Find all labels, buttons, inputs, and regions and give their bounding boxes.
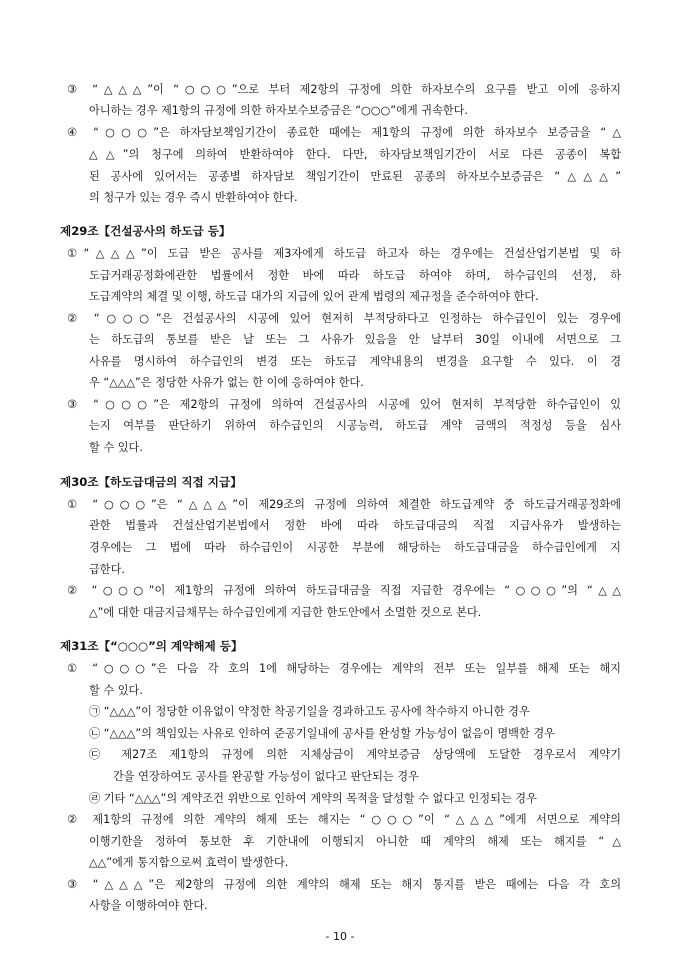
art31-item-3-line-2: 간을 연장하여도 공사를 완공할 가능성이 없다고 판단되는 경우	[113, 770, 419, 783]
art29-p1-line-1: ①“△△△”이 도급 받은 공사를 제3자에게 하도급 하고자 하는 경우에는 건설산업기본법 및 하	[67, 247, 621, 260]
para-3-line-2: 아니하는 경우 제1항의 규정에 의한 하자보수보증금은 “○○○”에게 귀속한다.	[89, 104, 469, 117]
art29-p2-line-3: 사유를 명시하여 하수급인의 변경 또는 하도급 계약내용의 변경을 요구할 수 있다. 이 경	[89, 355, 621, 368]
art31-item-1: ㉠ “△△△”이 정당한 이유없이 약정한 착공기일을 경과하고도 공사에 착수하지 아니한 경우	[89, 705, 530, 718]
art31-p3-line-1: ③ “△△△”은 제2항의 규정에 의한 계약의 해제 또는 해지 통지를 받은 때에는 다음 각 호의	[67, 878, 621, 891]
art31-item-4: ㉣ 기타 “△△△”의 계약조건 위반으로 인하여 계약의 목적을 달성할 수 없다고 인정되는 경우	[89, 792, 537, 805]
art31-item-2: ㉡ “△△△”의 책임있는 사유로 인하여 준공기일내에 공사를 완성할 가능성이 없음이 명백한 경우	[89, 727, 555, 740]
para-4-line-4: 의 청구가 있는 경우 즉시 반환하여야 한다.	[89, 191, 298, 204]
art29-p2-line-2: 는 하도급의 통보를 받은 날 또는 그 사유가 있음을 안 날부터 30일 이내에 서면으로 그	[89, 333, 621, 346]
art30-p1-line-1: ① “○○○”은 “△△△”이 제29조의 규정에 의하여 체결한 하도급계약 중 하도급거래공정화에	[67, 498, 621, 511]
art30-p2-line-2: △”에 대한 대금지급채무는 하수급인에게 지급한 한도안에서 소멸한 것으로 본다.	[89, 606, 482, 619]
article-29-title: 제29조【건설공사의 하도급 등】	[60, 224, 231, 238]
art29-p3-line-1: ③ “○○○”은 제2항의 규정에 의하여 건설공사의 시공에 있어 현저히 부적당한 하수급인이 있	[67, 398, 621, 411]
art29-p2-line-4: 우 “△△△”은 정당한 사유가 없는 한 이에 응하여야 한다.	[89, 376, 364, 389]
article-31-title: 제31조【“○○○”의 계약해제 등】	[60, 639, 243, 653]
art31-item-3-line-1: ㉢ 제27조 제1항의 규정에 의한 지체상금이 계약보증금 상당액에 도달한 경우로서 계약기	[89, 748, 621, 761]
art31-p1-line-2: 할 수 있다.	[89, 684, 143, 697]
para-4-line-1: ④ “○○○”은 하자담보책임기간이 종료한 때에는 제1항의 규정에 의한 하자보수 보증금을 “△	[67, 126, 621, 139]
art29-p1-line-2: 도급거래공정화에관한 법률에서 정한 바에 따라 하도급 하여야 하며, 하수급인의 선정, 하	[89, 269, 621, 282]
para-4-line-3: 된 공사에 있어서는 공종별 하자담보 책임기간이 만료된 공종의 하자보수보증금은 “△△△”	[89, 170, 621, 183]
art29-p1-line-3: 도급계약의 체결 및 이행, 하도급 대가의 지급에 있어 관계 법령의 제규정을 준수하여야 한다.	[89, 290, 539, 303]
para-3-line-1: ③ “△△△”이 “○○○”으로 부터 제2항의 규정에 의한 하자보수의 요구를 받고 이에 응하지	[67, 83, 621, 96]
art29-p3-line-2: 는지 여부를 판단하기 위하여 하수급인의 시공능력, 하도급 계약 금액의 적정성 등을 심사	[89, 419, 621, 432]
art30-p1-line-4: 급한다.	[89, 563, 125, 576]
para-4-line-2: △△”의 청구에 의하여 반환하여야 한다. 다만, 하자담보책임기간이 서로 다른 공종이 복합	[89, 148, 621, 161]
art30-p1-line-3: 경우에는 그 법에 따라 하수급인이 시공한 부분에 해당하는 하도급대금을 하수급인에게 지	[89, 541, 621, 554]
art30-p2-line-1: ② “○○○”이 제1항의 규정에 의하여 하도급대금을 직접 지급한 경우에는 “○○○”의 “△△	[67, 584, 621, 597]
art31-p2-line-1: ② 제1항의 규정에 의한 계약의 해제 또는 해지는 “○○○”이 “△△△”에게 서면으로 계약의	[67, 813, 621, 826]
art31-p2-line-3: △△”에게 통지함으로써 효력이 발생한다.	[89, 856, 289, 869]
article-30-title: 제30조【하도급대금의 직접 지급】	[60, 475, 242, 489]
page-number: - 10 -	[325, 930, 355, 943]
art29-p3-line-3: 할 수 있다.	[89, 441, 143, 454]
art31-p3-line-2: 사항을 이행하여야 한다.	[89, 899, 208, 912]
art30-p1-line-2: 관한 법률과 건설산업기본법에서 정한 바에 따라 하도급대금의 직접 지급사유가 발생하는	[89, 519, 621, 532]
art31-p2-line-2: 이행기한을 정하여 통보한 후 기한내에 이행되지 아니한 때 계약의 해제 또는 해지를 “△	[89, 835, 621, 848]
art31-p1-line-1: ① “○○○”은 다음 각 호의 1에 해당하는 경우에는 계약의 전부 또는 일부를 해제 또는 해지	[67, 662, 621, 675]
art29-p2-line-1: ② “○○○”은 건설공사의 시공에 있어 현저히 부적당하다고 인정하는 하수급인이 있는 경우에	[67, 312, 621, 325]
